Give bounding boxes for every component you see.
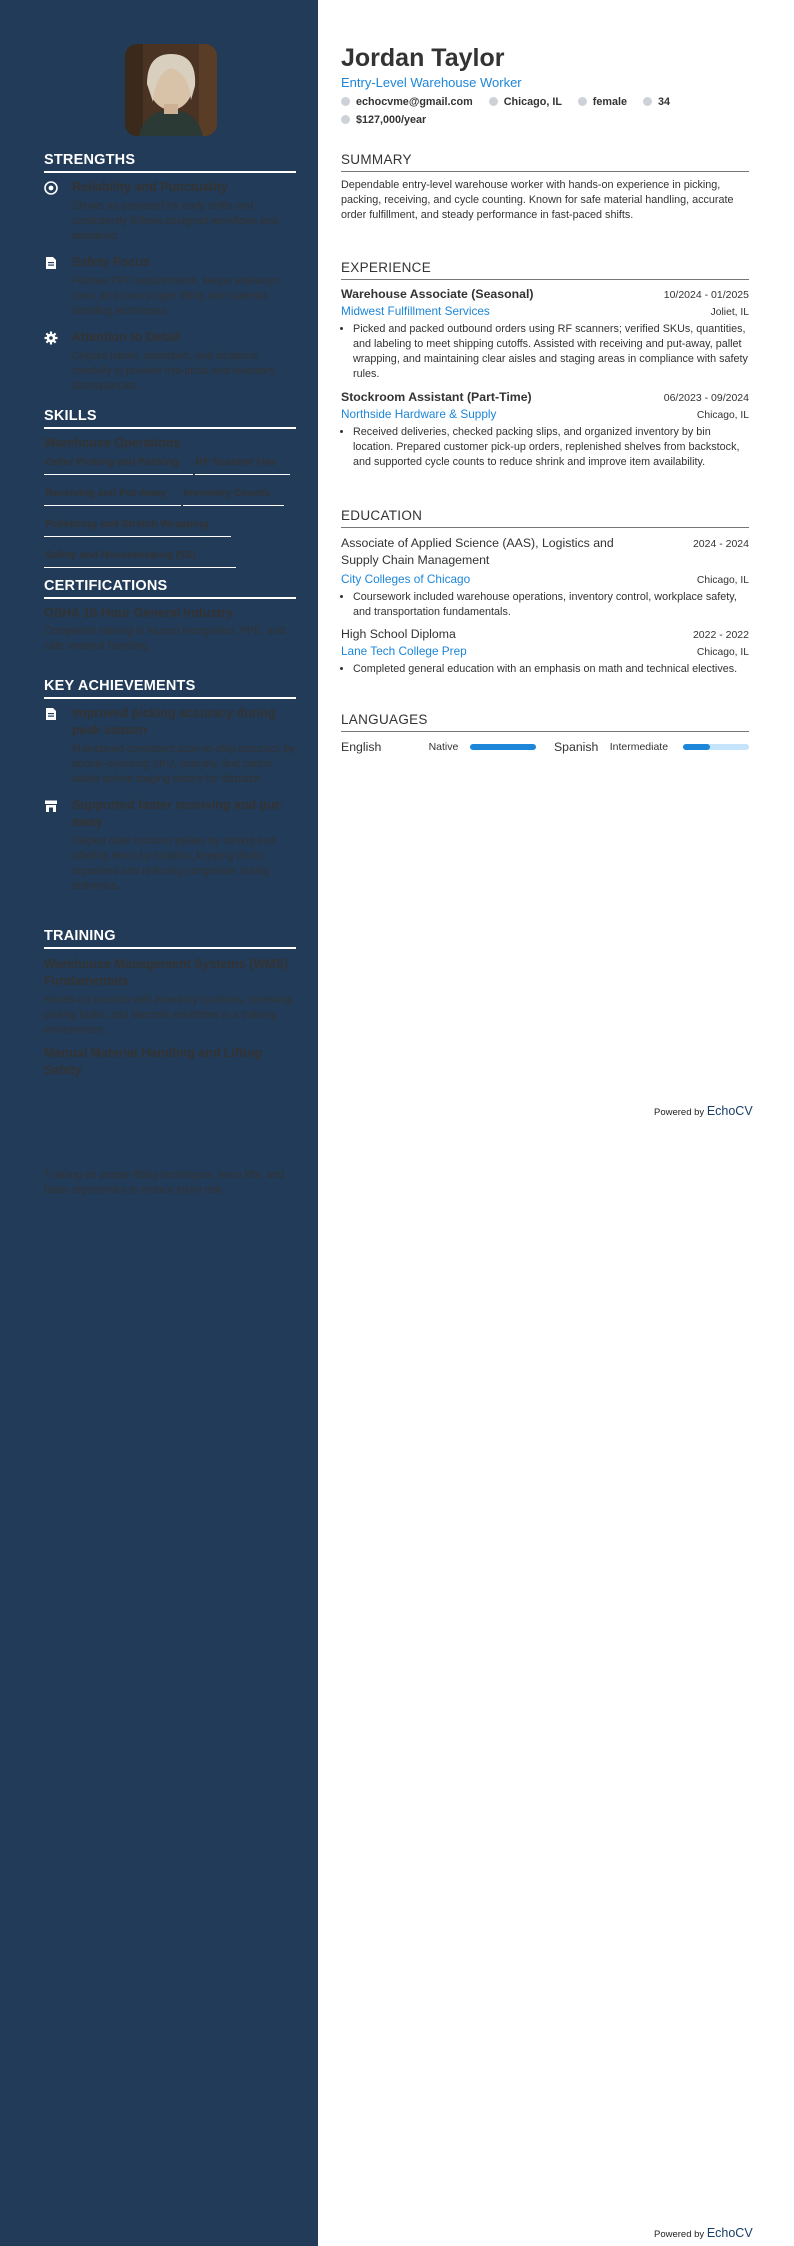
summary-title: SUMMARY [341,152,749,172]
job-dates: 10/2024 - 01/2025 [663,289,749,301]
candidate-role: Entry-Level Warehouse Worker [341,75,522,90]
money-icon [341,115,350,124]
achievement-item [44,797,296,894]
education-section [341,508,749,677]
skills-section [44,408,296,578]
skill-chip: Safety and Housekeeping (5S) [44,547,236,568]
job-title: Warehouse Associate (Seasonal) [341,287,534,301]
training-desc: Training on proper lifting techniques, team lifts, and basic ergonomics to reduce injury risk. [44,1169,284,1196]
header [341,44,749,126]
school-location: Chicago, IL [696,575,749,586]
job-title: Stockroom Assistant (Part-Time) [341,390,532,404]
strengths-section [44,152,296,394]
training-name: Manual Material Handling and Lifting Safety [44,1046,263,1077]
achievements-section [44,678,296,894]
gear-icon [44,331,58,345]
contact-row [341,96,749,108]
job-location: Chicago, IL [696,410,749,421]
languages-row [341,740,749,754]
experience-section [341,260,749,470]
powered-by [654,1104,753,1118]
document-icon [44,256,58,270]
degree: Associate of Applied Science (AAS), Logistics and Supply Chain Management [341,536,614,567]
email-icon [341,97,350,106]
certification-name: OSHA 10-Hour General Industry [44,606,234,620]
skill-chip: Palletizing and Stretch Wrapping [44,516,231,537]
target-icon [44,181,58,195]
training-title: TRAINING [44,928,296,949]
language-level-fill [683,744,709,750]
certification-desc: Completed training in hazard recognition, PPE, and safe material handling. [44,625,285,652]
achievements-title: KEY ACHIEVEMENTS [44,678,296,699]
degree: High School Diploma [341,627,456,641]
achievement-desc: Helped clear inbound pallets by sorting and labeling items by location, keeping docks organized and reducing congestion during deliveries. [72,835,276,892]
skills-title: SKILLS [44,408,296,429]
brand-link[interactable]: EchoCV [706,2226,753,2240]
education-title: EDUCATION [341,508,749,528]
skill-chip: RF Scanner Use [195,454,291,475]
strength-item [44,254,296,319]
skill-chip: Receiving and Put-Away [44,485,181,506]
language-name: English [341,740,382,754]
language-level-fill [470,744,536,750]
summary-section [341,152,749,223]
education-dates: 2022 - 2022 [692,629,749,641]
strength-desc: Follows PPE requirements, keeps walkways clear, and uses proper lifting and material-handling techniques. [72,275,280,317]
education-item [341,535,749,620]
certifications-title: CERTIFICATIONS [44,578,296,599]
brand-link[interactable]: EchoCV [706,1104,753,1118]
powered-label: Powered by [654,2229,705,2240]
strength-item [44,329,296,394]
education-item [341,627,749,677]
strength-desc: Shows up prepared for early shifts and consistently follows assigned workflows and deadlines. [72,200,279,242]
job-bullet: • Received deliveries, checked packing slips, and organized inventory by bin location. Prepared customer pick-up orders, replenished shelves from backstock, and supported cycle counts to reduce shrink and improve item availability. [353,425,749,470]
age: 34 [657,96,670,108]
powered-label: Powered by [654,1107,705,1118]
strength-title: Reliability and Punctuality [72,180,228,194]
location: Chicago, IL [503,96,562,108]
calendar-icon [643,97,652,106]
strength-title: Safety Focus [72,255,150,269]
document-icon [44,707,58,721]
salary: $127,000/year [356,114,427,126]
achievement-title: Improved picking accuracy during peak season [72,706,276,737]
achievement-item [44,705,296,787]
candidate-name: Jordan Taylor [341,44,505,72]
profile-photo [125,44,217,136]
skills-group-title: Warehouse Operations [44,436,181,450]
skill-chips [44,454,296,578]
experience-title: EXPERIENCE [341,260,749,280]
job-dates: 06/2023 - 09/2024 [663,392,749,404]
achievement-desc: Maintained consistent scan-to-ship accuracy by double-checking SKU, quantity, and carton labels before staging orders for dispatch. [72,743,295,785]
education-dates: 2024 - 2024 [692,538,749,550]
training-desc: Hands-on practice with inventory locations, receiving, picking tasks, and barcode workflows in a training environment. [44,994,294,1036]
strength-desc: Checks labels, quantities, and locations carefully to prevent mis-picks and inventory discrepancies. [72,350,276,392]
skill-chip: Order Picking and Packing [44,454,193,475]
powered-by [654,2226,753,2240]
skill-chip: Inventory Counts [183,485,284,506]
job-company[interactable]: Northside Hardware & Supply [341,407,497,421]
contact-row [341,114,749,126]
location-icon [489,97,498,106]
language-level-bar [683,744,749,750]
job [341,390,749,470]
languages-title: LANGUAGES [341,712,749,732]
training-name: Warehouse Management Systems (WMS) Fundamentals [44,957,289,988]
email[interactable]: echocvme@gmail.com [356,96,473,108]
job-company[interactable]: Midwest Fulfillment Services [341,304,490,318]
job-location: Joliet, IL [710,307,749,318]
achievement-title: Supported faster receiving and put-away [72,798,284,829]
languages-section [341,712,749,754]
strength-title: Attention to Detail [72,330,180,344]
strength-item [44,179,296,244]
language-name: Spanish [553,740,599,754]
school-location: Chicago, IL [696,647,749,658]
education-bullet: • Coursework included warehouse operations, inventory control, workplace safety, and transportation fundamentals. [353,590,749,620]
person-icon [578,97,587,106]
language-level-bar [470,744,536,750]
strengths-title: STRENGTHS [44,152,296,173]
school[interactable]: Lane Tech College Prep [341,644,467,658]
certifications-section [44,578,296,654]
job-bullet: • Picked and packed outbound orders using RF scanners; verified SKUs, quantities, and labeling to meet shipping cutoffs. Assisted with receiving and put-away, pallet wrapping, and maintaining clear aisles and staging areas in compliance with safety rules. [353,322,749,382]
job [341,287,749,382]
store-icon [44,799,58,813]
school[interactable]: City Colleges of Chicago [341,572,471,586]
summary-text: Dependable entry-level warehouse worker with hands-on experience in picking, packing, receiving, and cycle counting. Known for safe material handling, accurate order fulfillment, and steady performance in fast-paced shifts. [341,179,734,221]
training-section [44,928,296,1079]
language-level: Intermediate [609,741,669,753]
education-bullet: • Completed general education with an emphasis on math and technical electives. [353,662,749,677]
gender: female [592,96,627,108]
language-level: Native [428,741,459,753]
